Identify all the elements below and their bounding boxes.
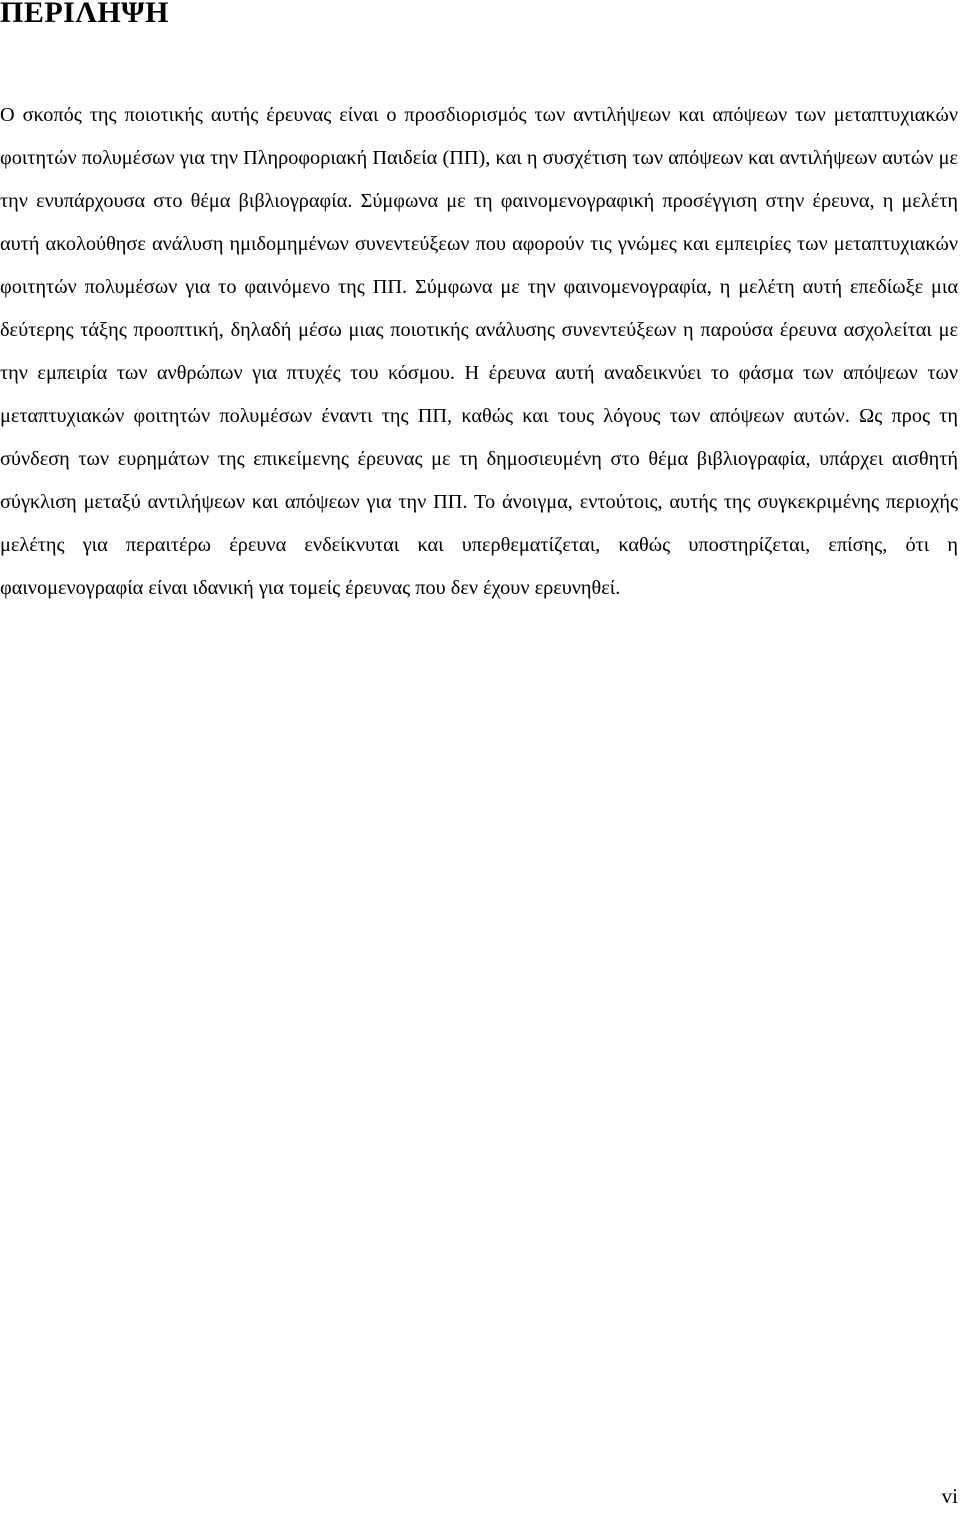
abstract-paragraph: Ο σκοπός της ποιοτικής αυτής έρευνας είναι ο προσδιορισμός των αντιλήψεων και απόψεων των μεταπτυχιακών φοιτητών πολυμέσων για την Πληροφοριακή Παιδεία (ΠΠ), και η συσχέτιση των απόψεων και αντιλήψεων αυτών με την ενυπάρχουσα στο θέμα βιβλιογραφία. Σύμφωνα με τη φαινομενογραφική προσέγγιση στην έρευνα, η μελέτη αυτή ακολούθησε ανάλυση ημιδομημένων συνεντεύξεων που αφορούν τις γνώμες και εμπειρίες των μεταπτυχιακών φοιτητών πολυμέσων για το φαινόμενο της ΠΠ. Σύμφωνα με την φαινομενογραφία, η μελέτη αυτή επεδίωξε μια δεύτερης τάξης προοπτική, δηλαδή μέσω μιας ποιοτικής ανάλυσης συνεντεύξεων η παρούσα έρευνα ασχολείται με την εμπειρία των ανθρώπων για πτυχές του κόσμου. Η έρευνα αυτή αναδεικνύει το φάσμα των απόψεων των μεταπτυχιακών φοιτητών πολυμέσων έναντι της ΠΠ, καθώς και τους λόγους των απόψεων αυτών. Ως προς τη σύνδεση των ευρημάτων της επικείμενης έρευνας με τη δημοσιευμένη στο θέμα βιβλιογραφία, υπάρχει αισθητή σύγκλιση μεταξύ αντιλήψεων και απόψεων για την ΠΠ. Το άνοιγμα, εντούτοις, αυτής της συγκεκριμένης περιοχής μελέτης για περαιτέρω έρευνα ενδείκνυται και υπερθεματίζεται, καθώς υποστηρίζεται, επίσης, ότι η φαινομενογραφία είναι ιδανική για τομείς έρευνας που δεν έχουν ερευνηθεί. [0,104,958,599]
page-number: vi [941,1484,958,1508]
page-title: ΠΕΡΙΛΗΨΗ [0,0,169,29]
